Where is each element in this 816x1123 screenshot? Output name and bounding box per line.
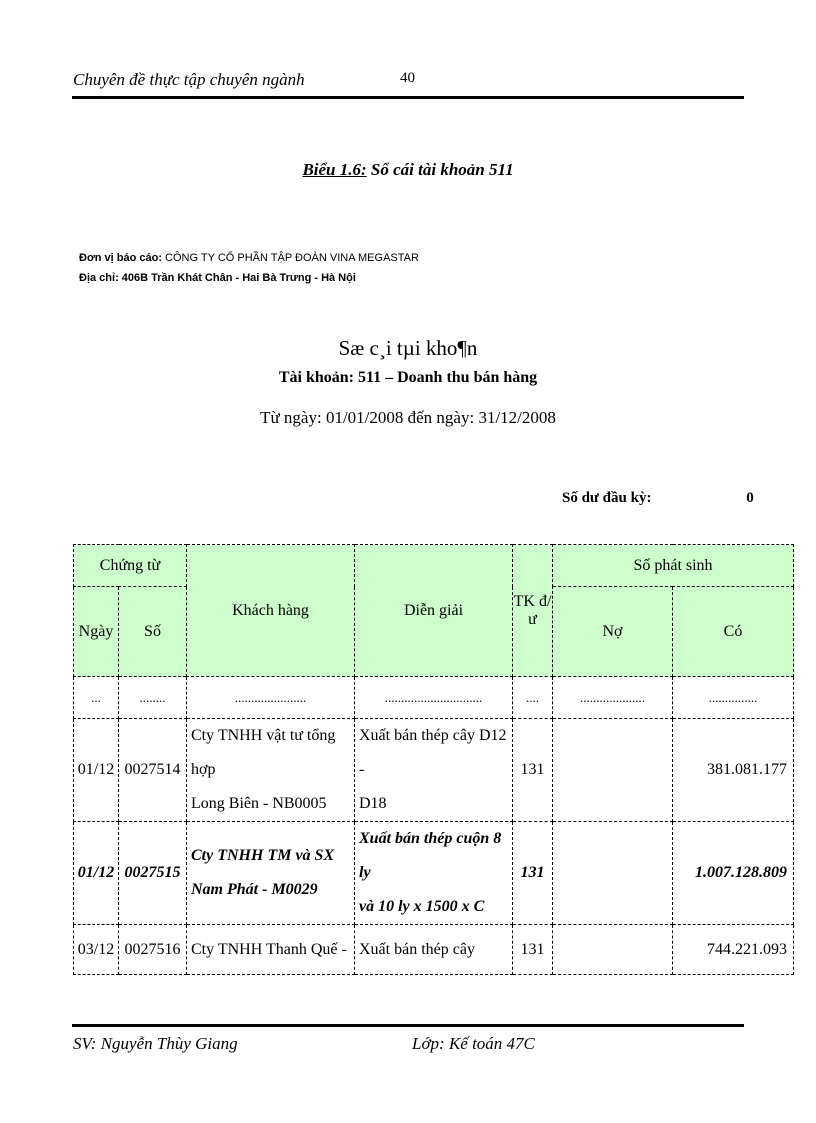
table-row	[74, 822, 794, 925]
description-header: Diễn giải	[355, 545, 513, 677]
account-header: TK đ/ư	[513, 545, 553, 677]
ledger-account: Tài khoản: 511 – Doanh thu bán hàng	[278, 369, 538, 386]
customer-line-1: Cty TNHH vật tư tổng hợp	[191, 727, 336, 778]
footer-rule	[72, 1024, 744, 1027]
company-address	[79, 272, 356, 284]
dots-cell: ....................	[553, 677, 673, 719]
row-description	[355, 719, 513, 822]
unit-label: Đơn vị báo cáo:	[79, 252, 162, 264]
debit-header: Nợ	[553, 587, 673, 677]
row-description	[355, 822, 513, 925]
row-customer: Cty TNHH Thanh Quế -	[187, 925, 355, 975]
row-debit	[553, 822, 673, 925]
amounts-header: Số phát sinh	[553, 545, 794, 587]
row-number: 0027515	[119, 822, 187, 925]
row-account: 131	[513, 822, 553, 925]
description-line-2: D18	[359, 795, 387, 812]
table-row	[74, 925, 794, 975]
row-customer	[187, 719, 355, 822]
dots-cell: ...............	[673, 677, 794, 719]
footer-student: SV: Nguyễn Thùy Giang	[73, 1034, 238, 1053]
customer-line-2: Long Biên - NB0005	[191, 795, 327, 812]
row-date: 01/12	[74, 719, 119, 822]
page-number: 40	[400, 70, 415, 86]
table-row	[74, 719, 794, 822]
credit-header: Có	[673, 587, 794, 677]
row-account: 131	[513, 719, 553, 822]
table-caption	[0, 160, 816, 180]
unit-value: CÔNG TY CỔ PHẦN TẬP ĐOÀN VINA MEGASTAR	[162, 252, 419, 264]
customer-line-1: Cty TNHH TM và SX	[191, 847, 335, 864]
row-debit	[553, 719, 673, 822]
header-row-1	[74, 545, 794, 587]
description-line-2: và 10 ly x 1500 x C	[359, 898, 485, 915]
opening-balance-label: Số dư đầu kỳ:	[562, 490, 652, 506]
customer-line-2: Nam Phát - M0029	[191, 881, 318, 898]
voucher-header: Chứng từ	[74, 545, 187, 587]
row-description: Xuất bán thép cây	[355, 925, 513, 975]
description-line-1: Xuất bán thép cây D12 -	[359, 727, 507, 778]
header-rule	[72, 96, 744, 99]
opening-balance-value: 0	[746, 490, 754, 506]
row-customer	[187, 822, 355, 925]
address-text: Địa chỉ: 406B Trần Khát Chân - Hai Bà Trưng - Hà Nội	[79, 272, 356, 284]
row-credit: 1.007.128.809	[673, 822, 794, 925]
header-title: Chuyên đề thực tập chuyên ngành	[73, 70, 305, 89]
row-date: 01/12	[74, 822, 119, 925]
footer-class: Lớp: Kế toán 47C	[412, 1034, 535, 1053]
row-number: 0027514	[119, 719, 187, 822]
table-row	[74, 677, 794, 719]
reporting-unit	[79, 252, 419, 264]
ledger-table	[73, 544, 794, 975]
dots-cell: ...	[74, 677, 119, 719]
dots-cell: ..............................	[355, 677, 513, 719]
row-credit: 381.081.177	[673, 719, 794, 822]
caption-title: Sổ cái tài khoản 511	[366, 160, 514, 179]
row-debit	[553, 925, 673, 975]
description-line-1: Xuất bán thép cuộn 8 ly	[359, 830, 502, 881]
ledger-title: Sæ c¸i tµi kho¶n	[338, 336, 478, 360]
ledger-period: Từ ngày: 01/01/2008 đến ngày: 31/12/2008	[260, 408, 556, 427]
row-date: 03/12	[74, 925, 119, 975]
date-header: Ngày	[74, 587, 119, 677]
dots-cell: ........	[119, 677, 187, 719]
caption-label: Biểu 1.6:	[302, 160, 367, 179]
number-header: Số	[119, 587, 187, 677]
row-credit: 744.221.093	[673, 925, 794, 975]
dots-cell: ......................	[187, 677, 355, 719]
dots-cell: ....	[513, 677, 553, 719]
row-account: 131	[513, 925, 553, 975]
customer-header: Khách hàng	[187, 545, 355, 677]
row-number: 0027516	[119, 925, 187, 975]
